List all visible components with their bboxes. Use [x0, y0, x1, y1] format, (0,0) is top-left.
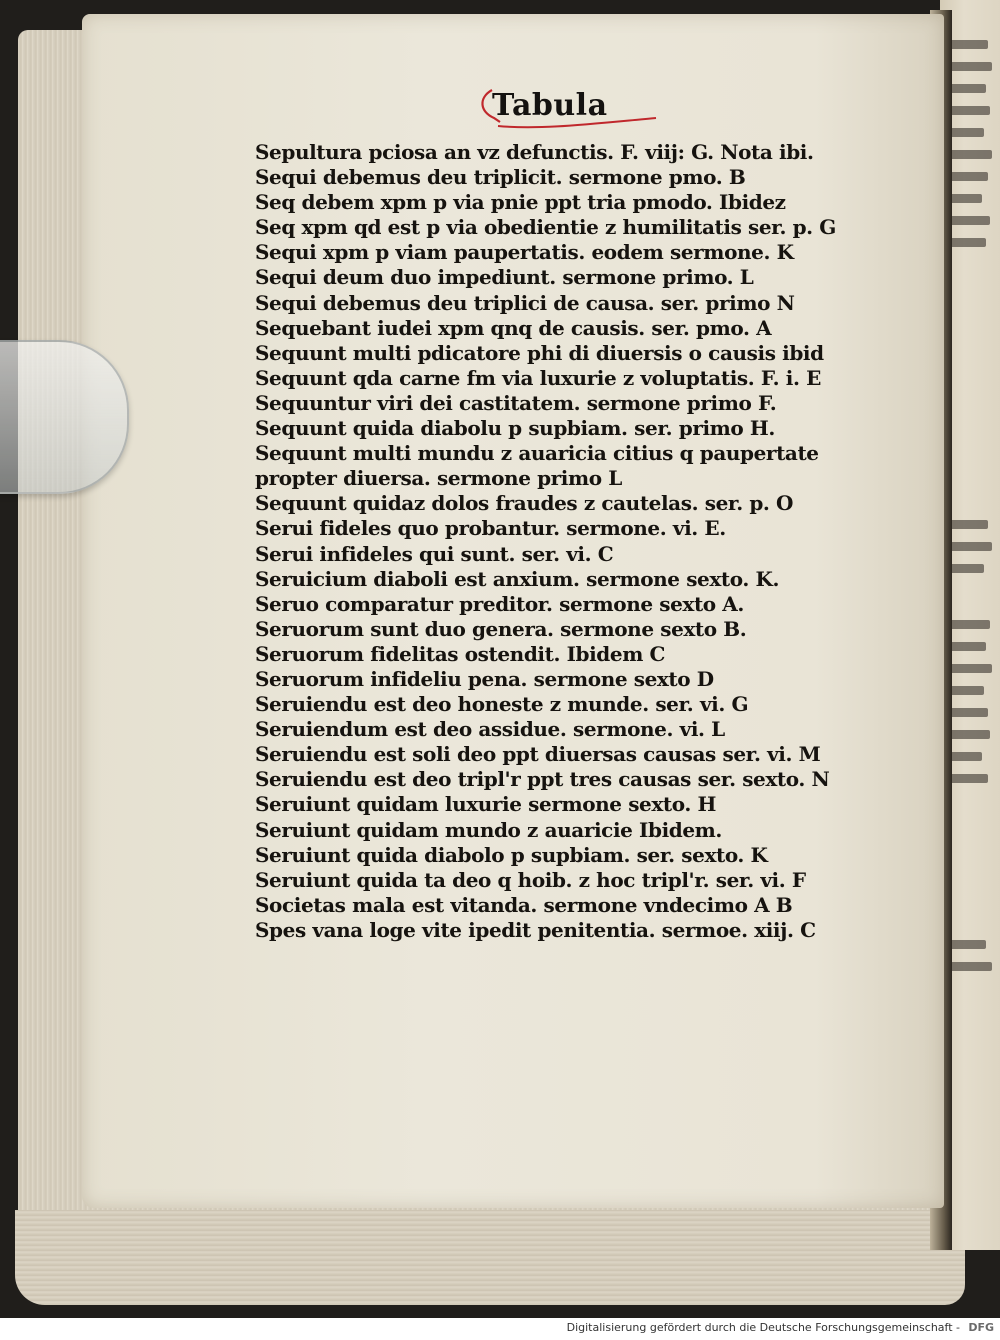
index-entry: Seq debem xpm p via pnie ppt tria pmodo. Ibidez [255, 190, 786, 215]
clear-page-marker [0, 340, 129, 494]
footer-strip [0, 1318, 1000, 1340]
index-entry: Sequunt quida diabolu p supbiam. ser. primo H. [255, 416, 775, 441]
index-entry: Seruiendum est deo assidue. sermone. vi. L [255, 717, 725, 742]
index-entry: Seruo comparatur preditor. sermone sexto A. [255, 591, 744, 616]
index-entry: Sequuntur viri dei castitatem. sermone primo F. [255, 390, 777, 415]
index-entry: Seruorum sunt duo genera. sermone sexto B. [255, 616, 747, 641]
index-entry: Sequi debemus deu triplici de causa. ser. primo N [255, 290, 795, 315]
index-entry: Seruiendu est deo tripl'r ppt tres causas ser. sexto. N [255, 767, 830, 792]
index-entry: Sequebant iudei xpm qnq de causis. ser. pmo. A [255, 315, 772, 340]
index-entry: Seq xpm qd est p via obedientie z humilitatis ser. p. G [255, 215, 836, 240]
index-entry: Sequunt multi pdicatore phi di diuersis o causis ibid [255, 340, 824, 365]
index-entry: Seruorum infideliu pena. sermone sexto D [255, 666, 714, 691]
index-entry: Sepultura pciosa an vz defunctis. F. viij: G. Nota ibi. [255, 140, 814, 164]
index-entry: Seruiendu est soli deo ppt diuersas causas ser. vi. M [255, 742, 821, 767]
index-entry: Serui infideles qui sunt. ser. vi. C [255, 541, 614, 566]
index-entry: Sequunt quidaz dolos fraudes z cautelas. ser. p. O [255, 491, 794, 516]
index-entry: Seruorum fidelitas ostendit. Ibidem C [255, 641, 666, 666]
index-entry: Sequunt qda carne fm via luxurie z voluptatis. F. i. E [255, 365, 821, 390]
bottom-page-edge [15, 1210, 965, 1305]
index-entry: Seruicium diaboli est anxium. sermone sexto. K. [255, 566, 780, 591]
index-entry: Serui fideles quo probantur. sermone. vi. E. [255, 516, 726, 541]
dfg-logo: DFG [968, 1321, 994, 1334]
index-entry: propter diuersa. sermone primo L [255, 466, 622, 491]
index-entry: Sequunt multi mundu z auaricia citius q paupertate [255, 441, 819, 466]
index-entry: Societas mala est vitanda. sermone vndecimo A B [255, 892, 793, 917]
index-entry: Seruiunt quida diabolo p supbiam. ser. sexto. K [255, 842, 768, 867]
index-entry: Sequi xpm p viam paupertatis. eodem sermone. K [255, 240, 794, 265]
index-entry: Seruiunt quidam mundo z auaricie Ibidem. [255, 817, 722, 842]
index-entry: Sequi debemus deu triplicit. sermone pmo. B [255, 165, 746, 190]
footer-credit: Digitalisierung gefördert durch die Deutsche Forschungsgemeinschaft - [566, 1321, 960, 1334]
index-entry: Sequi deum duo impediunt. sermone primo. L [255, 265, 754, 290]
index-entries [255, 140, 885, 943]
index-entry: Seruiunt quidam luxurie sermone sexto. H [255, 792, 716, 817]
index-entry: Spes vana loge vite ipedit penitentia. sermoe. xiij. C [255, 917, 816, 942]
index-entry: Seruiunt quida ta deo q hoib. z hoc tripl'r. ser. vi. F [255, 867, 806, 892]
page-title: Tabula [492, 88, 608, 123]
index-entry: Seruiendu est deo honeste z munde. ser. vi. G [255, 692, 749, 717]
